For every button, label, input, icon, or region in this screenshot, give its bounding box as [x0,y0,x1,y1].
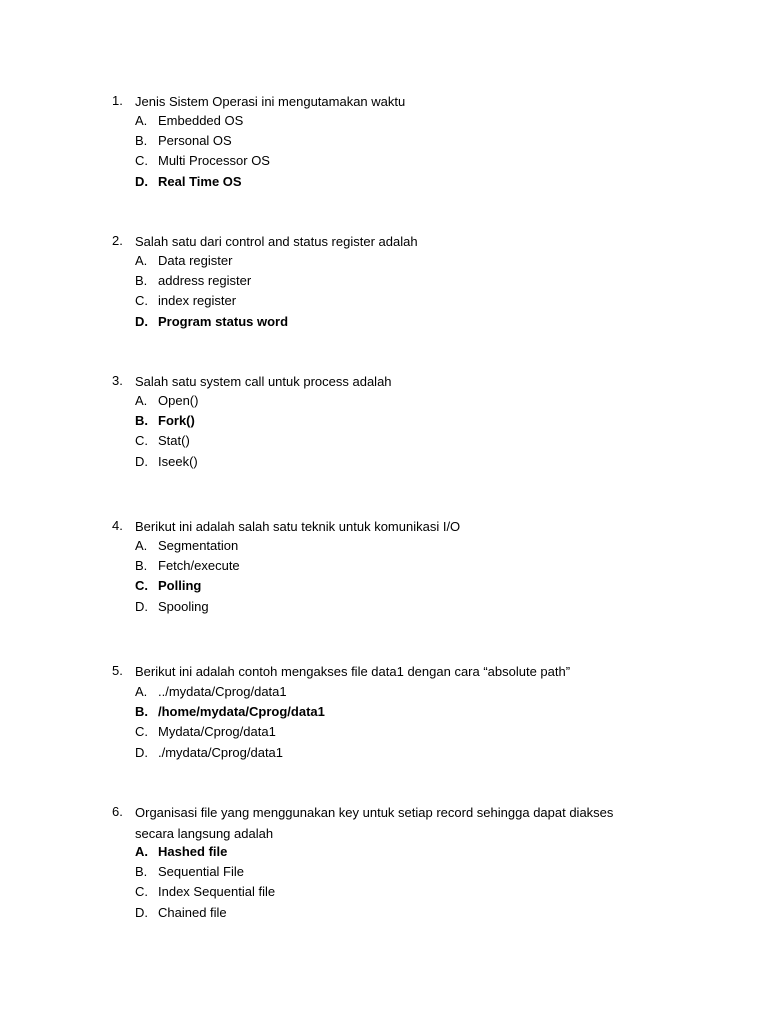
option-letter: B. [135,413,148,429]
option-letter: C. [135,724,148,740]
option-text: Polling [158,578,202,594]
option-text: Stat() [158,433,190,449]
question-1 [0,91,768,189]
option-letter: A. [135,684,148,699]
option-a [0,682,768,702]
option-b [0,411,768,431]
option-a [0,536,768,556]
option-text: Index Sequential file [158,884,276,900]
option-text: Fetch/execute [158,558,240,574]
option-letter: B. [135,704,148,720]
question-6 [0,802,768,920]
option-text: Program status word [158,313,289,329]
option-letter: C. [135,153,148,169]
option-letter: B. [135,273,148,289]
option-letter: B. [135,558,148,574]
option-letter: D. [135,598,148,614]
option-c [0,431,768,451]
question-2 [0,231,768,329]
option-text: Sequential File [158,864,244,880]
option-text: index register [158,293,237,309]
option-letter: A. [135,113,148,128]
option-c [0,722,768,742]
option-letter: D. [135,313,148,329]
option-a [0,842,768,862]
option-d [0,903,768,923]
option-text: Real Time OS [158,173,242,189]
option-letter: D. [135,173,148,189]
question-number: 4. [112,518,123,533]
option-c [0,882,768,902]
option-b [0,702,768,722]
option-text: Personal OS [158,133,232,149]
option-text: /home/mydata/Cprog/data1 [158,704,325,720]
option-a [0,111,768,131]
option-text: address register [158,273,252,289]
option-text: Data register [158,253,233,268]
option-d [0,312,768,332]
option-letter: B. [135,133,148,149]
question-text: Berikut ini adalah salah satu teknik untuk komunikasi I/O [135,519,461,534]
option-text: Multi Processor OS [158,153,270,169]
option-letter: C. [135,293,148,309]
option-c [0,151,768,171]
option-b [0,862,768,882]
question-3 [0,371,768,469]
option-text: Iseek() [158,453,198,469]
option-a [0,251,768,271]
option-text: Segmentation [158,538,239,553]
option-c [0,291,768,311]
question-5 [0,661,768,760]
option-letter: C. [135,433,148,449]
option-text: ./mydata/Cprog/data1 [158,744,284,760]
option-letter: D. [135,904,148,920]
option-text: Open() [158,393,199,408]
question-text: Jenis Sistem Operasi ini mengutamakan waktu [135,94,406,109]
option-c [0,576,768,596]
option-letter: D. [135,744,148,760]
question-4 [0,516,768,614]
question-text: Berikut ini adalah contoh mengakses file data1 dengan cara “absolute path” [135,664,571,679]
option-letter: A. [135,844,148,859]
option-letter: C. [135,884,148,900]
option-letter: A. [135,393,148,408]
option-d [0,452,768,472]
option-b [0,131,768,151]
option-text: Embedded OS [158,113,244,128]
option-text: Fork() [158,413,195,429]
option-letter: D. [135,453,148,469]
option-a [0,391,768,411]
option-text: Hashed file [158,844,228,859]
option-letter: B. [135,864,148,880]
option-d [0,172,768,192]
question-text: Salah satu system call untuk process adalah [135,374,392,389]
question-number: 5. [112,663,123,678]
option-text: Chained file [158,904,227,920]
option-text: Mydata/Cprog/data1 [158,724,276,740]
option-text: ../mydata/Cprog/data1 [158,684,287,699]
option-d [0,597,768,617]
question-number: 2. [112,233,123,248]
option-letter: A. [135,538,148,553]
question-number: 6. [112,804,123,819]
question-text: Salah satu dari control and status register adalah [135,234,418,249]
option-text: Spooling [158,598,209,614]
question-text: Organisasi file yang menggunakan key untuk setiap record sehingga dapat diakses secara langsung adalah [135,805,614,841]
option-b [0,271,768,291]
option-b [0,556,768,576]
question-number: 1. [112,93,123,108]
option-letter: C. [135,578,148,594]
option-d [0,743,768,763]
question-number: 3. [112,373,123,388]
option-letter: A. [135,253,148,268]
